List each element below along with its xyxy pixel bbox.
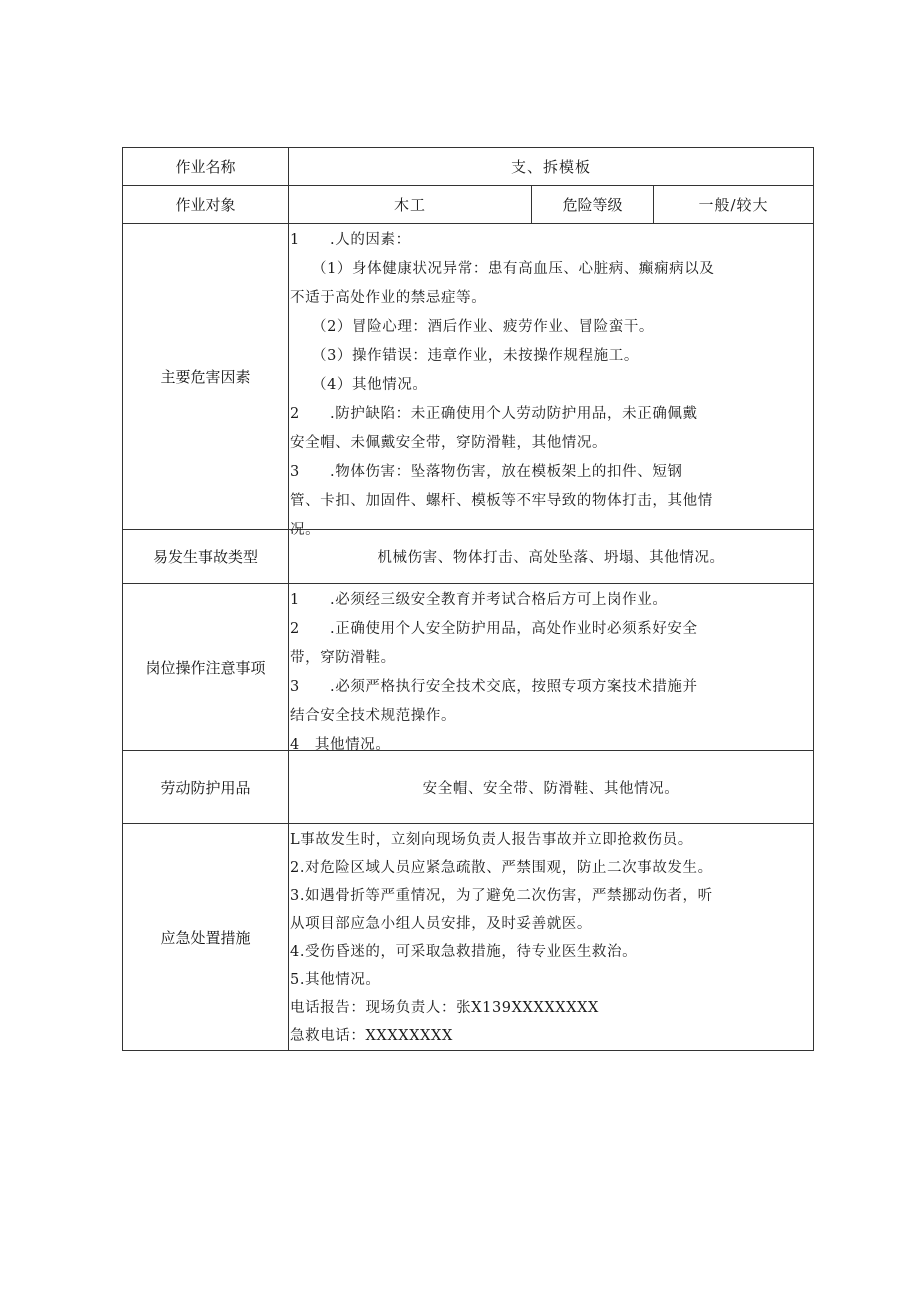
hazard-line: 安全帽、未佩戴安全带，穿防滑鞋，其他情况。 (290, 435, 608, 451)
hazards-content (289, 224, 814, 538)
row-precautions (123, 584, 814, 751)
precaution-line: 4 其他情况。 (290, 737, 391, 753)
accidents-value: 机械伤害、物体打击、高处坠落、坍塌、其他情况。 (289, 530, 814, 584)
hazard-line: （1）身体健康状况异常：患有高血压、心脏病、癫痫病以及 (312, 261, 715, 277)
job-name-value: 支、拆模板 (289, 148, 814, 186)
row-emergency (123, 824, 814, 1051)
precaution-line: 3 .必须严格执行安全技术交底，按照专项方案技术措施并 (290, 679, 698, 695)
hazard-line: 况。 (290, 522, 321, 538)
row-accidents (123, 530, 814, 584)
emergency-line: 5.其他情况。 (290, 972, 381, 988)
hazard-line: （2）冒险心理：酒后作业、疲劳作业、冒险蛮干。 (312, 319, 655, 335)
risk-level-value: 一般/较大 (654, 186, 814, 224)
job-name-label: 作业名称 (123, 148, 289, 186)
emergency-line: 2.对危险区域人员应紧急疏散、严禁围观，防止二次事故发生。 (290, 860, 713, 876)
emergency-label: 应急处置措施 (123, 824, 289, 1051)
accidents-label: 易发生事故类型 (123, 530, 289, 584)
hazard-line: 1 .人的因素： (290, 232, 411, 248)
precaution-line: 带，穿防滑鞋。 (290, 650, 396, 666)
ppe-value: 安全帽、安全带、防滑鞋、其他情况。 (289, 751, 814, 824)
job-target-label: 作业对象 (123, 186, 289, 224)
row-hazards (123, 224, 814, 530)
precautions-content (289, 584, 814, 751)
row-job-name (123, 148, 814, 186)
hazard-line: 不适于高处作业的禁忌症等。 (290, 290, 487, 306)
precaution-line: 2 .正确使用个人安全防护用品，高处作业时必须系好安全 (290, 621, 698, 637)
ppe-label: 劳动防护用品 (123, 751, 289, 824)
emergency-line: 4.受伤昏迷的，可采取急救措施，待专业医生救治。 (290, 944, 638, 960)
risk-level-label: 危险等级 (532, 186, 654, 224)
emergency-phone-line: 电话报告：现场负责人：张X139XXXXXXXX (290, 1000, 599, 1016)
emergency-content (289, 824, 814, 1051)
row-ppe (123, 751, 814, 824)
safety-card-table (122, 147, 814, 1051)
row-job-target (123, 186, 814, 224)
hazard-line: 管、卡扣、加固件、螺杆、模板等不牢导致的物体打击，其他情 (290, 493, 713, 509)
precaution-line: 结合安全技术规范操作。 (290, 708, 457, 724)
emergency-line: 3.如遇骨折等严重情况，为了避免二次伤害，严禁挪动伤者，听 (290, 888, 713, 904)
hazards-label: 主要危害因素 (123, 224, 289, 530)
precautions-label: 岗位操作注意事项 (123, 584, 289, 751)
hazard-line: （3）操作错误：违章作业，未按操作规程施工。 (312, 348, 639, 364)
hazard-line: 2 .防护缺陷：未正确使用个人劳动防护用品，未正确佩戴 (290, 406, 698, 422)
hazard-line: （4）其他情况。 (312, 377, 428, 393)
emergency-line: 从项目部应急小组人员安排，及时妥善就医。 (290, 916, 592, 932)
emergency-line: L事故发生时，立刻向现场负责人报告事故并立即抢救伤员。 (290, 832, 693, 848)
emergency-phone-line: 急救电话：XXXXXXXX (290, 1028, 453, 1044)
job-target-value: 木工 (289, 186, 532, 224)
precaution-line: 1 .必须经三级安全教育并考试合格后方可上岗作业。 (290, 592, 668, 608)
hazard-line: 3 .物体伤害：坠落物伤害，放在模板架上的扣件、短钢 (290, 464, 683, 480)
